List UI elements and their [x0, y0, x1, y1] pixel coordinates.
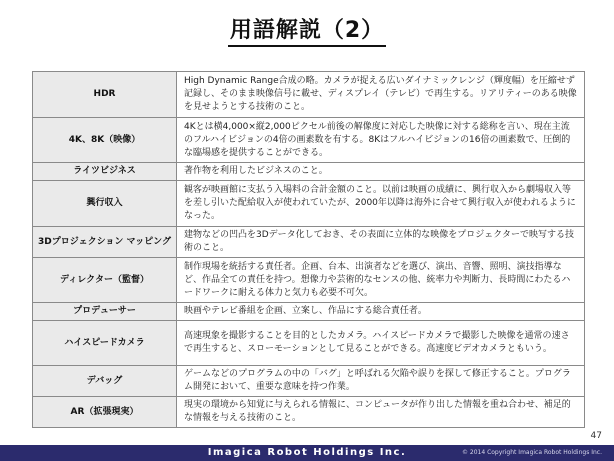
term-cell: 4K、8K（映像）	[33, 118, 177, 163]
description-cell: 制作現場を統括する責任者。企画、台本、出演者などを選び、演出、音響、照明、演技指導など、作品全ての責任を持つ。想像力や芸術的なセンスの他、統率力や判断力、長時間にわたるハードワークに耐える体力と気力も必要不可欠。	[177, 258, 585, 303]
glossary-row	[33, 227, 585, 258]
footer-copyright: © 2014 Copyright Imagica Robot Holdings Inc.	[461, 449, 602, 456]
glossary-row	[33, 181, 585, 227]
description-cell: 著作物を利用したビジネスのこと。	[177, 163, 585, 181]
glossary-row	[33, 163, 585, 181]
glossary-row	[33, 118, 585, 163]
description-cell: 建物などの凹凸を3Dデータ化しておき、その表面に立体的な映像をプロジェクターで映写する技術のこと。	[177, 227, 585, 258]
description-cell: 4Kとは横4,000×縦2,000ピクセル前後の解像度に対応した映像に対する総称を言い、現在主流のフルハイビジョンの4倍の画素数を有する。8Kはフルハイビジョンの16倍の画素数で、圧倒的な臨場感を提供することができる。	[177, 118, 585, 163]
glossary-table	[32, 71, 585, 428]
description-cell: ゲームなどのプログラムの中の「バグ」と呼ばれる欠陥や誤りを探して修正すること。プログラム開発において、重要な意味を持つ作業。	[177, 366, 585, 397]
term-cell: ディレクター（監督）	[33, 258, 177, 303]
description-cell: High Dynamic Range合成の略。カメラが捉える広いダイナミックレンジ（輝度幅）を圧縮せず記録し、そのまま映像信号に載せ、ディスプレイ（テレビ）で再生する。リアリティーのある映像を見せようとする技術のこと。	[177, 72, 585, 118]
description-cell: 高速現象を撮影することを目的としたカメラ。ハイスピードカメラで撮影した映像を通常の速さで再生すると、スローモーションとして見ることができる。高速度ビデオカメラともいう。	[177, 321, 585, 366]
page-number: 47	[590, 431, 602, 441]
glossary-row	[33, 72, 585, 118]
glossary-row	[33, 303, 585, 321]
term-cell: 3Dプロジェクション マッピング	[33, 227, 177, 258]
description-cell: 現実の環境から知覚に与えられる情報に、コンピュータが作り出した情報を重ね合わせ、補足的な情報を与える技術のこと。	[177, 397, 585, 428]
term-cell: ライツビジネス	[33, 163, 177, 181]
term-cell: ハイスピードカメラ	[33, 321, 177, 366]
description-cell: 映画やテレビ番組を企画、立案し、作品にする総合責任者。	[177, 303, 585, 321]
description-cell: 観客が映画館に支払う入場料の合計金額のこと。以前は映画の成績に、興行収入から劇場収入等を差し引いた配給収入が使われていたが、2000年以降は海外に合せて興行収入が使われるようになった。	[177, 181, 585, 227]
glossary-row	[33, 397, 585, 428]
term-cell: AR（拡張現実）	[33, 397, 177, 428]
term-cell: デバッグ	[33, 366, 177, 397]
term-cell: HDR	[33, 72, 177, 118]
glossary-row	[33, 321, 585, 366]
slide-title-text: 用語解説（2）	[228, 18, 386, 47]
footer-brand: Imagica Robot Holdings Inc.	[207, 447, 407, 458]
glossary-row	[33, 258, 585, 303]
term-cell: プロデューサー	[33, 303, 177, 321]
slide-title	[0, 18, 614, 47]
footer-bar	[0, 445, 614, 461]
glossary-row	[33, 366, 585, 397]
term-cell: 興行収入	[33, 181, 177, 227]
